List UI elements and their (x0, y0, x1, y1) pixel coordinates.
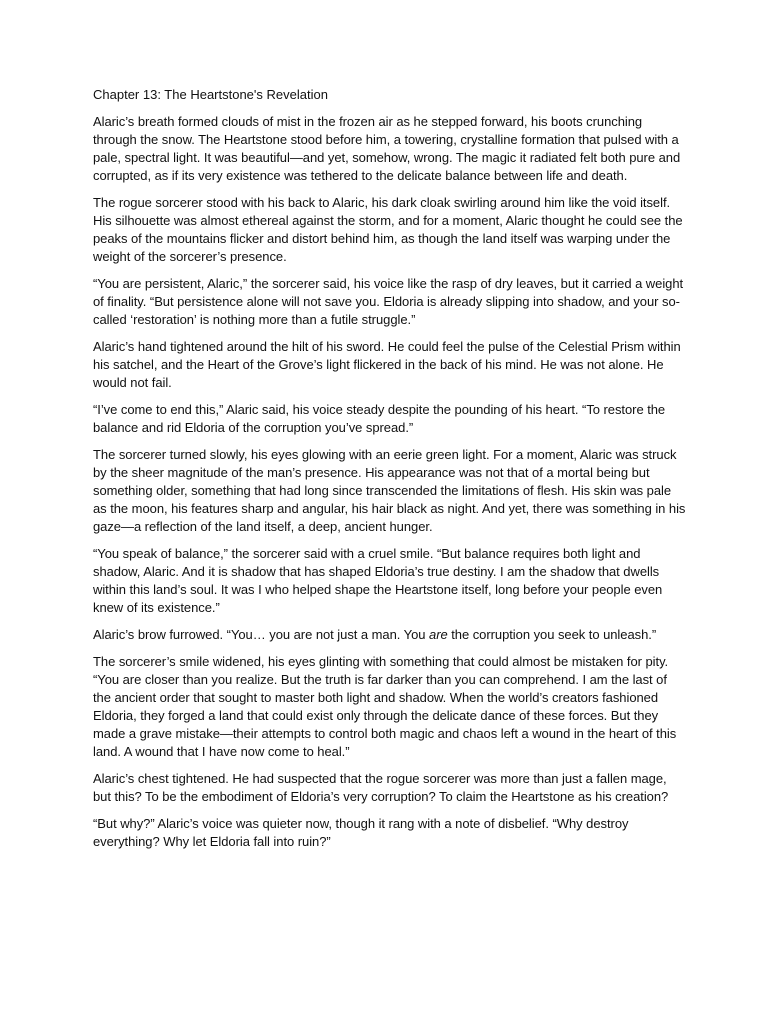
paragraph-4: Alaric’s hand tightened around the hilt of his sword. He could feel the pulse of the Celestial Prism within his satchel, and the Heart of the Grove’s light flickered in the back of his mind. He was not alone. He would not fail. (93, 339, 681, 390)
paragraph-10: Alaric’s chest tightened. He had suspected that the rogue sorcerer was more than just a fallen mage, but this? To be the embodiment of Eldoria’s very corruption? To claim the Heartstone as his creation? (93, 771, 669, 804)
paragraph-6: The sorcerer turned slowly, his eyes glowing with an eerie green light. For a moment, Alaric was struck by the sheer magnitude of the man’s presence. His appearance was not that of a mortal being but something older, something that had long since transcended the limitations of flesh. His skin was pale as the moon, his features sharp and angular, his hair black as night. And yet, there was something in his gaze—a reflection of the land itself, a deep, ancient hunger. (93, 447, 686, 534)
paragraph-3: “You are persistent, Alaric,” the sorcerer said, his voice like the rasp of dry leaves, but it carried a weight of finality. “But persistence alone will not save you. Eldoria is already slipping into shadow, and your so-called ‘restoration’ is nothing more than a futile struggle.” (93, 276, 684, 327)
paragraph-5: “I’ve come to end this,” Alaric said, his voice steady despite the pounding of his heart. “To restore the balance and rid Eldoria of the corruption you’ve spread.” (93, 402, 666, 435)
paragraph-9: The sorcerer’s smile widened, his eyes glinting with something that could almost be mistaken for pity. “You are closer than you realize. But the truth is far darker than you can comprehend. I am the last of the ancient order that sought to master both light and shadow. When the world’s creators fashioned Eldoria, they forged a land that could exist only through the delicate dance of these forces. But they made a grave mistake—their attempts to control both magic and chaos left a wound in the heart of this land. A wound that I have now come to heal.” (93, 654, 677, 759)
paragraph-8-emphasis: are (429, 627, 448, 642)
paragraph-8 (93, 626, 688, 644)
paragraph-1: Alaric’s breath formed clouds of mist in the frozen air as he stepped forward, his boots crunching through the snow. The Heartstone stood before him, a towering, crystalline formation that pulsed with a pale, spectral light. It was beautiful—and yet, somehow, wrong. The magic it radiated felt both pure and corrupted, as if its very existence was tethered to the delicate balance between life and death. (93, 114, 681, 183)
chapter-title: Chapter 13: The Heartstone's Revelation (93, 87, 328, 102)
paragraph-8-text-before: Alaric’s brow furrowed. “You… you are not just a man. You (93, 627, 430, 642)
paragraph-7: “You speak of balance,” the sorcerer said with a cruel smile. “But balance requires both light and shadow, Alaric. And it is shadow that has shaped Eldoria’s true destiny. I am the shadow that dwells within this land’s soul. It was I who helped shape the Heartstone itself, long before your people even knew of its existence.” (93, 546, 663, 615)
paragraph-8-text-after: the corruption you seek to unleash.” (447, 627, 657, 642)
paragraph-11: “But why?” Alaric’s voice was quieter now, though it rang with a note of disbelief. “Why destroy everything? Why let Eldoria fall into ruin?” (93, 816, 629, 849)
paragraph-2: The rogue sorcerer stood with his back to Alaric, his dark cloak swirling around him like the void itself. His silhouette was almost ethereal against the storm, and for a moment, Alaric thought he could see the peaks of the mountains flicker and distort behind him, as though the land itself was warping under the weight of the sorcerer’s presence. (93, 195, 683, 264)
